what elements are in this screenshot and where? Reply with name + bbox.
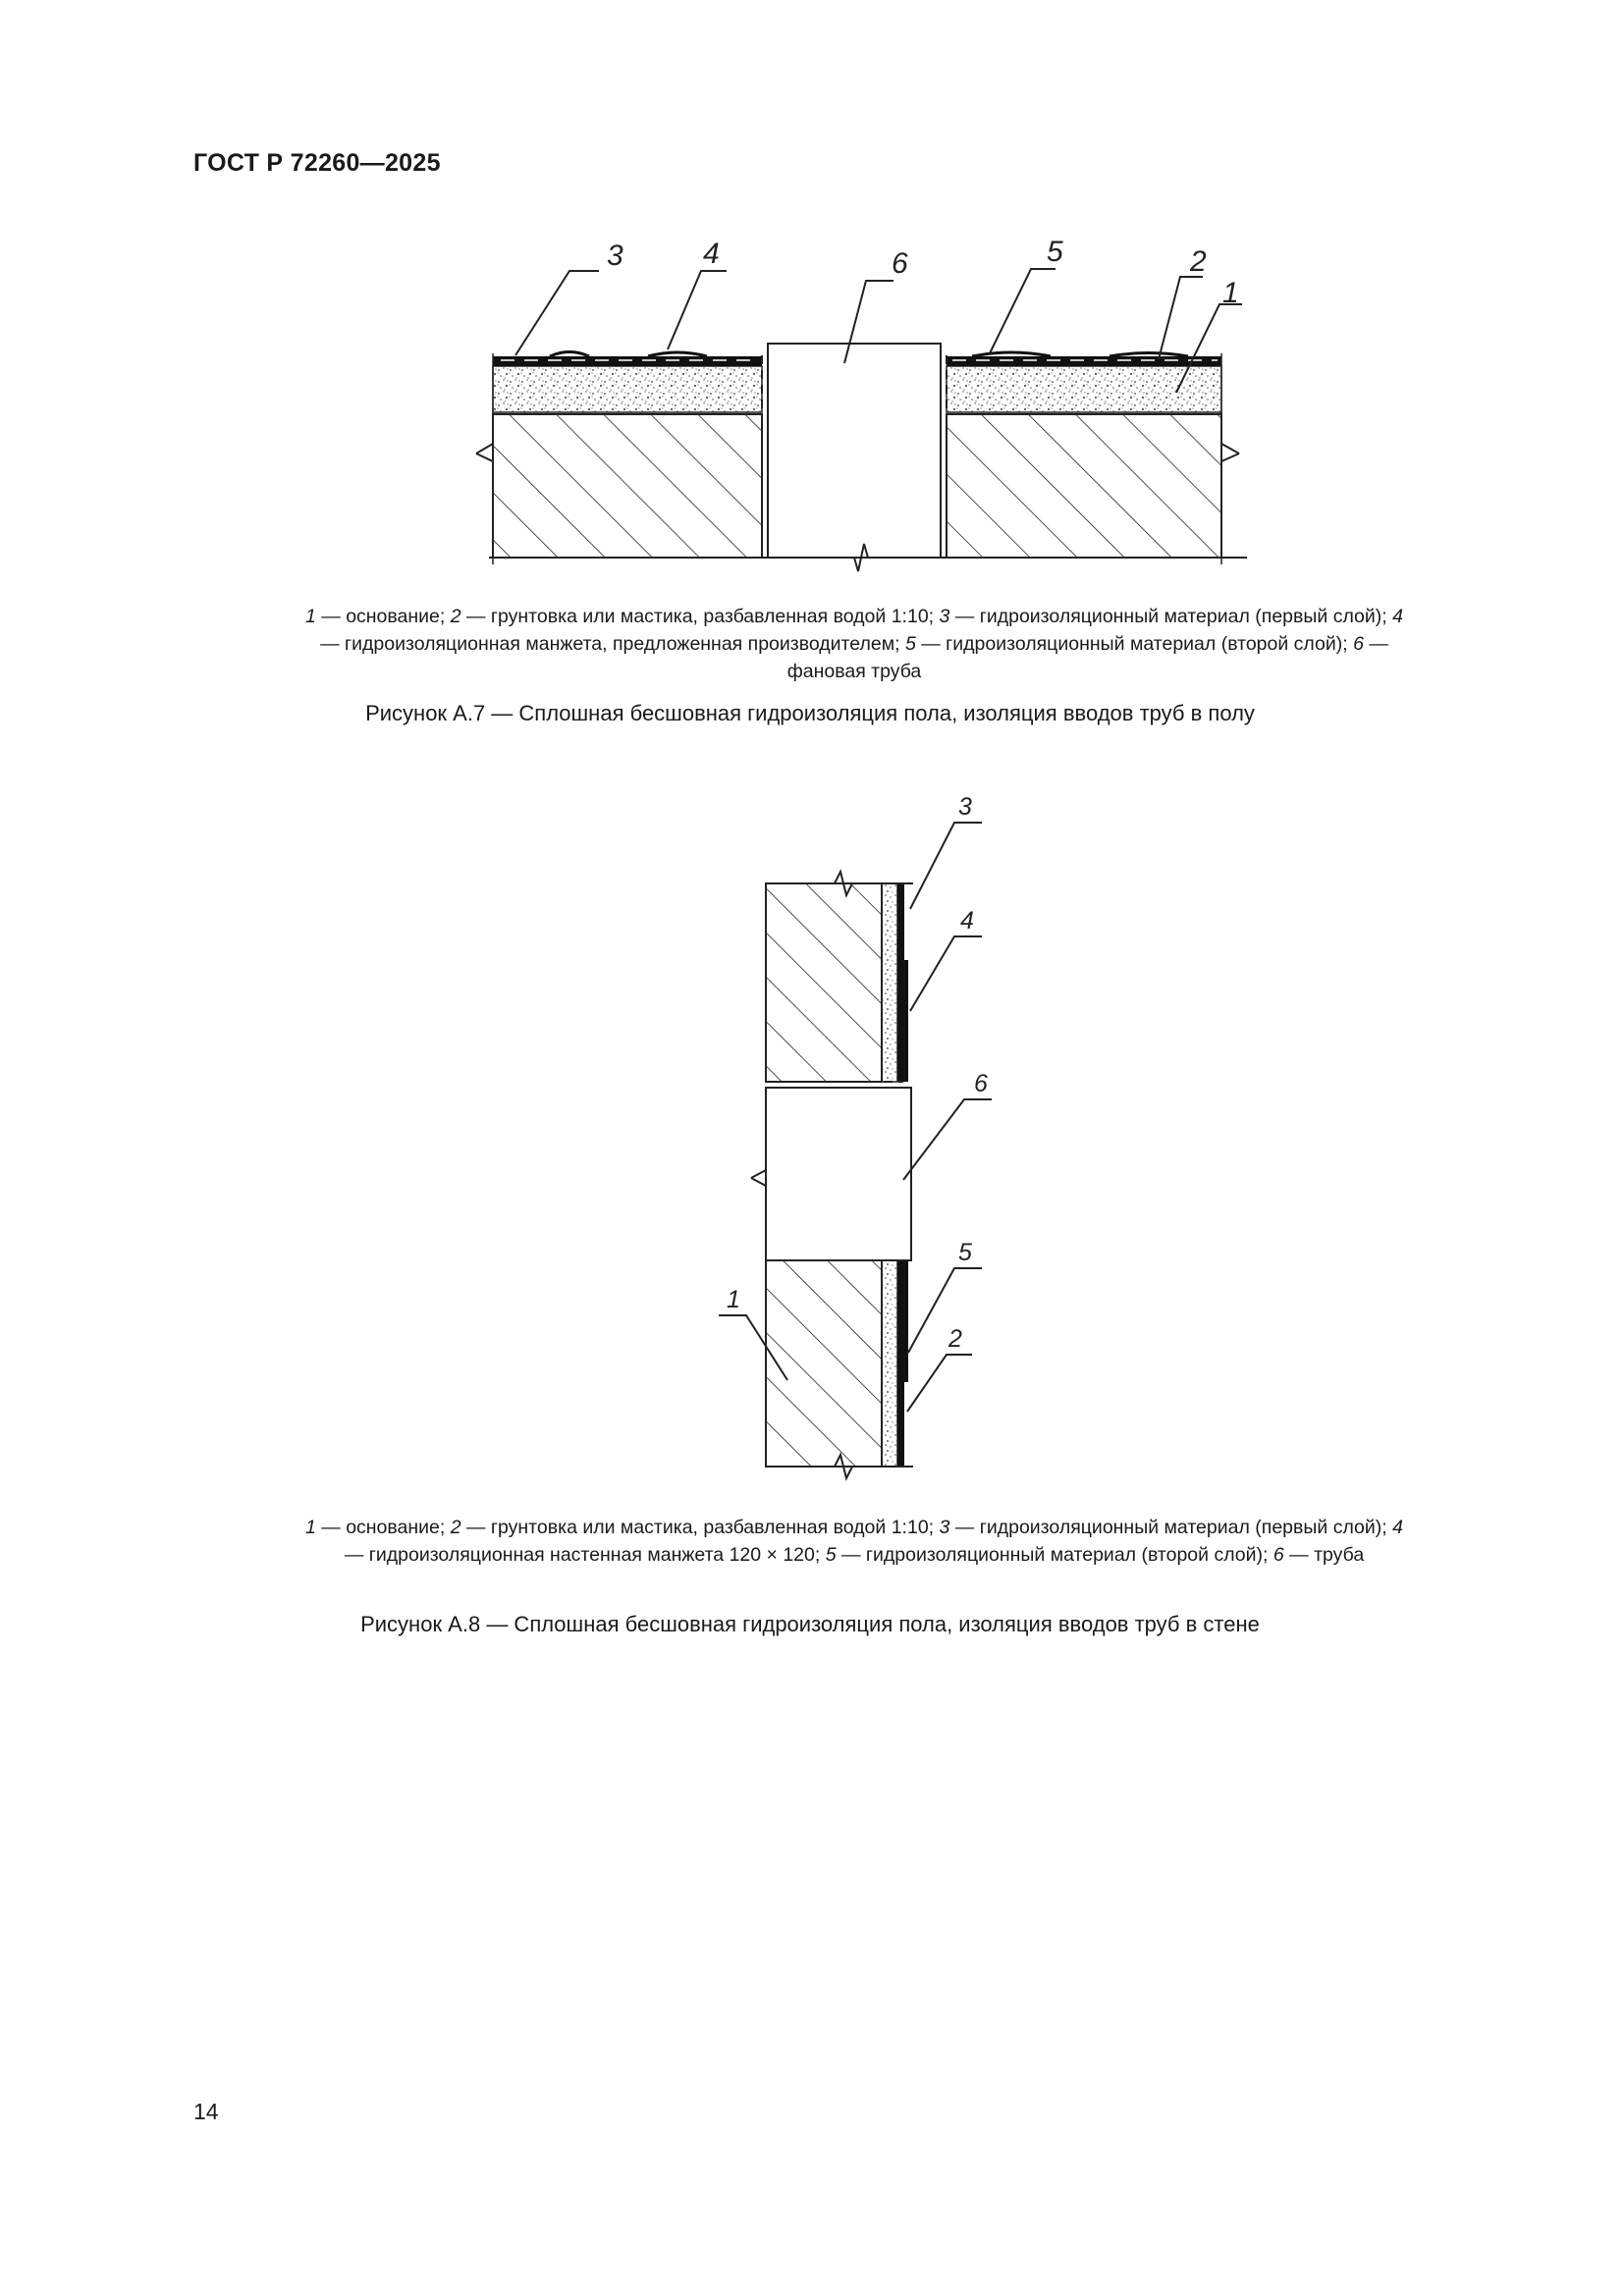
a8-label-6: 6 — [974, 1070, 988, 1097]
a7-membrane-right — [947, 356, 1221, 366]
page-number: 14 — [193, 2099, 219, 2124]
a8-label-2: 2 — [948, 1325, 962, 1353]
a7-legend-text: — гидроизоляционная манжета, предложенная производителем; — [320, 633, 905, 655]
a8-membrane-lower — [897, 1260, 904, 1467]
a8-legend-num: 1 — [305, 1517, 316, 1538]
a8-label-3: 3 — [958, 793, 972, 821]
a7-base-right — [947, 414, 1221, 558]
a8-label-1: 1 — [727, 1286, 740, 1313]
figure-a8-legend — [295, 1514, 1414, 1569]
figure-a8-caption: Рисунок А.8 — Сплошная бесшовная гидроизоляция пола, изоляция вводов труб в стене — [360, 1612, 1260, 1636]
a8-legend-num: 6 — [1272, 1544, 1284, 1566]
a8-legend-num: 5 — [825, 1544, 837, 1566]
a7-legend-num: 5 — [904, 633, 916, 655]
a7-screed-left — [493, 366, 762, 412]
figure-a7-legend — [295, 603, 1414, 685]
a7-legend-text: — гидроизоляционный материал (второй слой); — [915, 633, 1354, 655]
a7-legend-text: — фановая труба — [786, 633, 1388, 682]
a8-legend-text: — основание; — [315, 1517, 451, 1538]
a7-pipe — [762, 344, 947, 558]
a8-legend-text: — гидроизоляционная настенная манжета 120 × 120; — [344, 1544, 826, 1566]
a7-legend-text: — гидроизоляционный материал (первый слой); — [949, 606, 1393, 627]
a7-legend-num: 4 — [1392, 606, 1403, 627]
a8-base-lower — [766, 1260, 882, 1467]
a7-label-4: 4 — [703, 238, 720, 270]
a7-label-5: 5 — [1047, 236, 1063, 268]
a7-legend-num: 3 — [939, 606, 950, 627]
a8-label-5: 5 — [958, 1239, 972, 1266]
a8-legend-text: — гидроизоляционный материал (второй слой); — [836, 1544, 1273, 1566]
a8-legend-text: — труба — [1283, 1544, 1365, 1566]
document-header: ГОСТ Р 72260—2025 — [193, 149, 441, 177]
a7-legend-num: 2 — [450, 606, 461, 627]
figure-a8-drawing — [707, 785, 1021, 1492]
figure-a7-drawing — [461, 226, 1267, 579]
a7-legend-num: 1 — [305, 606, 316, 627]
a7-base-left — [493, 414, 762, 558]
a8-base-upper — [766, 883, 882, 1082]
a7-label-3: 3 — [607, 240, 623, 272]
a8-screed-upper — [882, 883, 897, 1082]
a7-legend-text: — грунтовка или мастика, разбавленная водой 1:10; — [460, 606, 940, 627]
a8-membrane-upper — [897, 883, 904, 1082]
a8-legend-text: — гидроизоляционный материал (первый слой); — [949, 1517, 1393, 1538]
figure-a7-caption: Рисунок А.7 — Сплошная бесшовная гидроизоляция пола, изоляция вводов труб в полу — [365, 701, 1255, 725]
a8-screed-lower — [882, 1260, 897, 1467]
a8-legend-text: — грунтовка или мастика, разбавленная водой 1:10; — [460, 1517, 940, 1538]
a7-label-2: 2 — [1190, 245, 1207, 278]
a7-label-1: 1 — [1222, 277, 1239, 309]
a7-legend-num: 6 — [1353, 633, 1364, 655]
a8-label-4: 4 — [960, 907, 974, 934]
a7-membrane-left — [493, 356, 762, 366]
a7-label-6: 6 — [892, 247, 908, 280]
a8-legend-num: 2 — [450, 1517, 461, 1538]
a8-legend-num: 4 — [1392, 1517, 1403, 1538]
a8-legend-num: 3 — [939, 1517, 950, 1538]
a7-legend-text: — основание; — [315, 606, 451, 627]
a7-screed-right — [947, 366, 1221, 412]
a8-pipe — [766, 1082, 911, 1260]
